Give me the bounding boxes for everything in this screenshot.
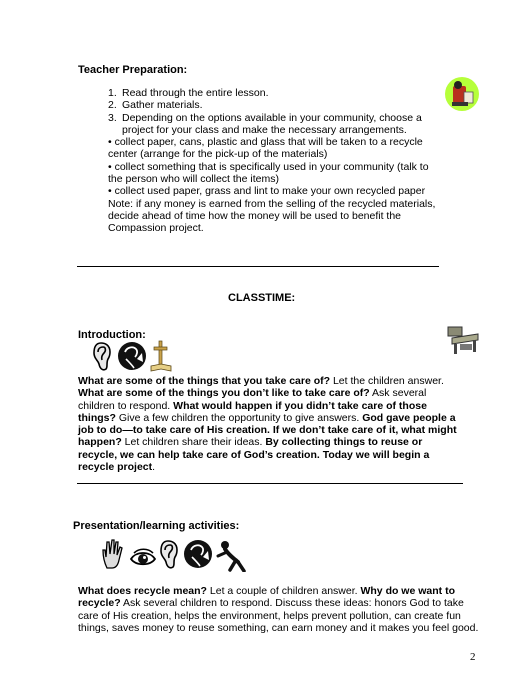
presentation-heading: Presentation/learning activities: <box>73 520 240 532</box>
list-item-continuation: project for your class and make the necessary arrangements. <box>122 123 407 136</box>
text-line: recycle project. <box>78 461 156 474</box>
divider <box>77 266 439 267</box>
bullet-line: the person who will collect the items) <box>108 173 279 186</box>
page-number: 2 <box>470 651 476 663</box>
ear-icon <box>92 342 114 372</box>
list-item: 1. Read through the entire lesson. <box>108 87 269 99</box>
text-line: What are some of the things you don’t like to take care of? Ask several <box>78 387 427 400</box>
eye-icon <box>130 548 156 568</box>
praying-head-icon <box>183 538 213 570</box>
hand-icon <box>100 538 126 570</box>
list-item: 3. Depending on the options available in your community, choose a <box>108 111 422 124</box>
introduction-heading: Introduction: <box>78 329 146 341</box>
cross-bible-icon <box>150 339 172 373</box>
text-line: What does recycle mean? Let a couple of children answer. Why do we want to <box>78 585 455 597</box>
text-line: happen? Let children share their ideas. By collecting things to reuse or <box>78 436 423 449</box>
text-line: What are some of the things that you take care of? Let the children answer. <box>78 375 444 387</box>
ear-icon <box>159 540 181 570</box>
desk-icon <box>444 322 480 356</box>
stretching-person-icon <box>214 540 248 572</box>
praying-head-icon <box>117 340 147 372</box>
bullet-line: • collect something that is specifically used in your community (talk to <box>108 160 429 173</box>
text-line: care of His creation, helps the environment, helps prevent pollution, can create fun <box>78 609 461 622</box>
teacher-prep-heading: Teacher Preparation: <box>78 64 188 76</box>
bullet-line: • collect used paper, grass and lint to make your own recycled paper <box>108 185 426 198</box>
text-line: recycle, we can help take care of God’s creation. Today we will begin a <box>78 448 430 461</box>
list-item: 2. Gather materials. <box>108 99 203 112</box>
classtime-heading: CLASSTIME: <box>228 292 296 304</box>
bullet-line: • collect paper, cans, plastic and glass that will be taken to a recycle <box>108 136 423 149</box>
bullet-line: center (arrange for the pick-up of the materials) <box>108 148 328 161</box>
text-line: things, saves money to reuse something, can earn money and it makes you feel good. <box>78 621 479 634</box>
text-line: children to respond. What would happen if you didn’t take care of those <box>78 399 427 412</box>
note-line: Compassion project. <box>108 222 204 235</box>
text-line: recycle? Ask several children to respond. Discuss these ideas: honors God to take <box>78 597 464 610</box>
text-line: things? Give a few children the opportunity to give answers. God gave people a <box>78 411 456 424</box>
text-line: job to do—to take care of His creation. If we don’t take care of it, what might <box>78 424 457 437</box>
teacher-icon <box>444 76 480 112</box>
note-line: decide ahead of time how the money will be used to benefit the <box>108 209 402 222</box>
note-line: Note: if any money is earned from the selling of the recycled materials, <box>108 197 436 210</box>
divider <box>77 483 463 484</box>
introduction-text <box>78 375 508 473</box>
presentation-text <box>78 585 518 634</box>
teacher-prep-list <box>108 87 438 235</box>
